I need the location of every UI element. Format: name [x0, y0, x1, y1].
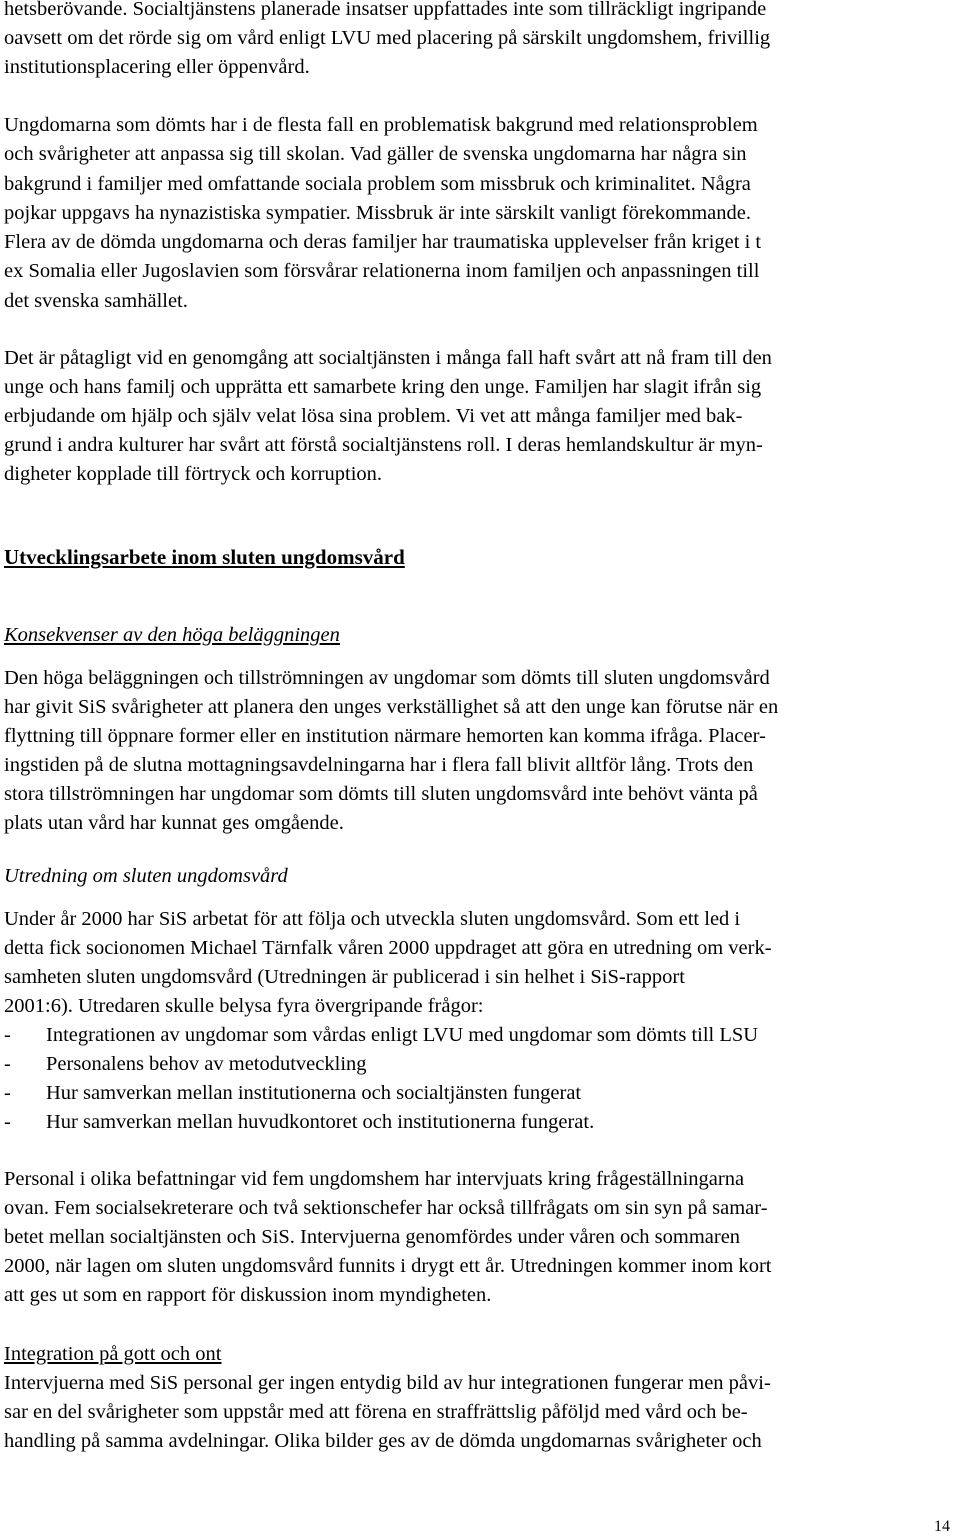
list-dash: -	[4, 1053, 11, 1075]
text-line: bakgrund i familjer med omfattande sociala problem som missbruk och kriminalitet. Några	[4, 172, 751, 195]
text-line: betet mellan socialtjänsten och SiS. Intervjuerna genomfördes under våren och sommaren	[4, 1226, 741, 1248]
list-item	[4, 1079, 959, 1108]
text-line: oavsett om det rörde sig om vård enligt LVU med placering på särskilt ungdomshem, frivillig	[4, 27, 771, 49]
paragraph-occupancy	[4, 664, 959, 838]
text-line: ex Somalia eller Jugoslavien som försvårar relationerna inom familjen och anpassningen till	[4, 260, 760, 283]
subheading: Integration på gott och ont	[4, 1343, 222, 1365]
integration-section	[4, 1340, 959, 1456]
text-line: erbjudande om hjälp och själv velat lösa sina problem. Vi vet att många familjer med bak-	[4, 405, 743, 427]
paragraph-investigation	[4, 905, 959, 1021]
text-line: handling på samma avdelningar. Olika bilder ges av de dömda ungdomarnas svårigheter och	[4, 1430, 762, 1452]
section-heading: Utvecklingsarbete inom sluten ungdomsvård	[4, 545, 405, 569]
text-line: att ges ut som en rapport för diskussion inom myndigheten.	[4, 1284, 492, 1306]
text-line: Intervjuerna med SiS personal ger ingen entydig bild av hur integrationen fungerar men påvi-	[4, 1372, 771, 1394]
text-line: ingstiden på de slutna mottagningsavdelningarna har i flera fall blivit alltför lång. Trots den	[4, 754, 754, 776]
text-line: Det är påtagligt vid en genomgång att socialtjänsten i många fall haft svårt att nå fram till den	[4, 347, 772, 369]
paragraph-background	[4, 111, 959, 316]
subheading: Utredning om sluten ungdomsvård	[4, 865, 288, 887]
list-item	[4, 1050, 959, 1079]
text-line: Ungdomarna som dömts har i de flesta fall en problematisk bakgrund med relationsproblem	[4, 114, 758, 136]
list-item-text: Personalens behov av metodutveckling	[46, 1053, 367, 1075]
text-line: Den höga beläggningen och tillströmningen av ungdomar som dömts till sluten ungdomsvård	[4, 667, 770, 689]
list-item-text: Hur samverkan mellan huvudkontoret och institutionerna fungerat.	[46, 1111, 595, 1133]
text-line: Personal i olika befattningar vid fem ungdomshem har intervjuats kring frågeställningarna	[4, 1168, 745, 1190]
section-heading-block	[4, 543, 959, 572]
subheading-block-1	[4, 621, 959, 650]
paragraph-interviews	[4, 1165, 959, 1310]
text-line: samheten sluten ungdomsvård (Utredningen är publicerad i sin helhet i SiS-rapport	[4, 966, 685, 988]
list-item-text: Hur samverkan mellan institutionerna och socialtjänsten fungerat	[46, 1082, 582, 1104]
subheading: Konsekvenser av den höga beläggningen	[4, 624, 340, 646]
page-number: 14	[934, 1518, 950, 1535]
text-line: sar en del svårigheter som uppstår med att förena en straffrättslig påföljd med vård och be-	[4, 1401, 748, 1423]
question-list	[4, 1021, 959, 1137]
text-line: stora tillströmningen har ungdomar som dömts till sluten ungdomsvård inte behövt vänta på	[4, 783, 758, 805]
text-line: det svenska samhället.	[4, 289, 188, 312]
text-line: hetsberövande. Socialtjänstens planerade insatser uppfattades inte som tillräckligt ingripande	[4, 0, 767, 20]
text-line: grund i andra kulturer har svårt att förstå socialtjänstens roll. I deras hemlandskultur är myn-	[4, 434, 763, 456]
list-dash: -	[4, 1082, 11, 1104]
list-dash: -	[4, 1024, 11, 1046]
text-line: och svårigheter att anpassa sig till skolan. Vad gäller de svenska ungdomarna har några sin	[4, 143, 747, 166]
list-dash: -	[4, 1111, 11, 1133]
text-line: ovan. Fem socialsekreterare och två sektionschefer har också tillfrågats om sin syn på samar-	[4, 1197, 768, 1219]
list-item	[4, 1108, 959, 1137]
paragraph-continued	[4, 0, 959, 82]
list-item	[4, 1021, 959, 1050]
text-line: har givit SiS svårigheter att planera den unges verkställighet så att den unge kan förutse när en	[4, 696, 779, 718]
text-line: 2000, när lagen om sluten ungdomsvård funnits i drygt ett år. Utredningen kommer inom kort	[4, 1255, 772, 1277]
text-line: pojkar uppgavs ha nynazistiska sympatier. Missbruk är inte särskilt vanligt förekommande.	[4, 201, 751, 224]
list-item-text: Integrationen av ungdomar som vårdas enligt LVU med ungdomar som dömts till LSU	[46, 1024, 759, 1046]
paragraph-social-services	[4, 344, 959, 489]
subheading-block-2	[4, 862, 959, 891]
text-line: institutionsplacering eller öppenvård.	[4, 56, 310, 78]
text-line: 2001:6). Utredaren skulle belysa fyra övergripande frågor:	[4, 995, 484, 1017]
text-line: Flera av de dömda ungdomarna och deras familjer har traumatiska upplevelser från kriget i t	[4, 231, 762, 254]
text-line: detta fick socionomen Michael Tärnfalk våren 2000 uppdraget att göra en utredning om verk-	[4, 937, 772, 959]
text-line: digheter kopplade till förtryck och korruption.	[4, 463, 383, 485]
text-line: plats utan vård har kunnat ges omgående.	[4, 812, 344, 834]
text-line: flyttning till öppnare former eller en institution närmare hemorten kan komma ifråga. Placer-	[4, 725, 766, 747]
text-line: unge och hans familj och upprätta ett samarbete kring den unge. Familjen har slagit ifrån sig	[4, 376, 762, 398]
text-line: Under år 2000 har SiS arbetat för att följa och utveckla sluten ungdomsvård. Som ett led i	[4, 908, 741, 930]
